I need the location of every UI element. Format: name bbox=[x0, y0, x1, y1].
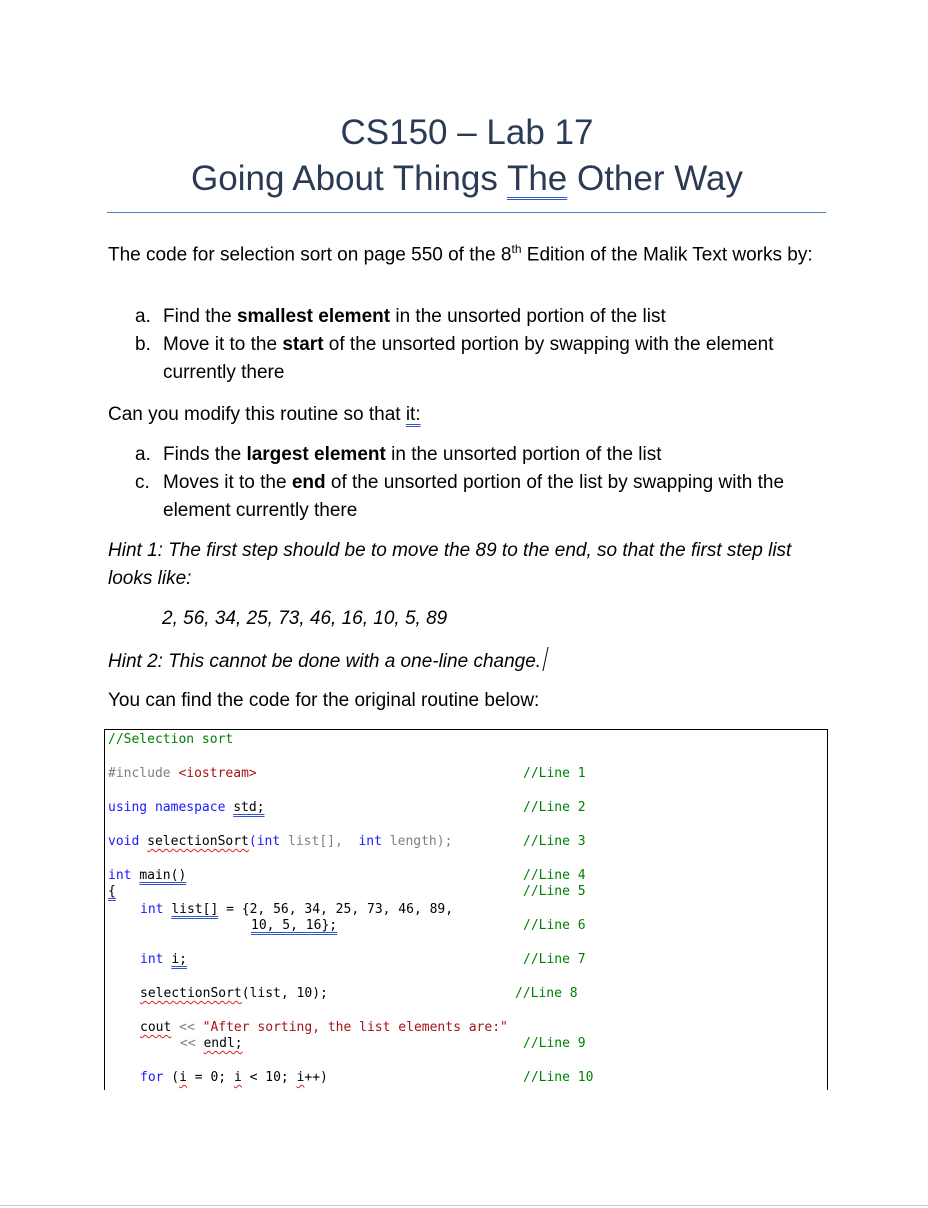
list-item-text bbox=[163, 303, 835, 331]
list-item bbox=[135, 469, 835, 525]
code-text: 10, 5, 16}; bbox=[251, 918, 338, 933]
title-line-2-start: Going About Things bbox=[191, 159, 507, 198]
line-comment bbox=[523, 1070, 593, 1086]
list-item-text bbox=[163, 331, 835, 387]
text-cursor[interactable] bbox=[543, 647, 549, 671]
code-comment: //Line 10 bbox=[523, 1070, 594, 1085]
line-comment bbox=[523, 868, 586, 884]
list-text-part: Finds the bbox=[163, 444, 247, 465]
code-comment: //Line 4 bbox=[523, 868, 586, 883]
code-line bbox=[180, 1036, 243, 1052]
list-marker: a. bbox=[135, 444, 151, 465]
code-param: length); bbox=[381, 834, 453, 849]
title-line-2-end: Other Way bbox=[567, 159, 743, 198]
question-text: Can you modify this routine so that bbox=[108, 404, 406, 425]
intro-paragraph bbox=[108, 235, 828, 269]
line-comment bbox=[523, 918, 586, 934]
code-keyword: int bbox=[140, 952, 164, 967]
code-line bbox=[140, 902, 453, 918]
line-comment bbox=[523, 766, 586, 782]
question-paragraph bbox=[108, 401, 828, 429]
code-comment: //Line 3 bbox=[523, 834, 586, 849]
code-preprocessor: #include bbox=[108, 766, 171, 781]
title-divider bbox=[107, 212, 826, 213]
code-line bbox=[140, 986, 328, 1002]
page-bottom-edge bbox=[0, 1205, 928, 1206]
list-bold-term: start bbox=[282, 334, 324, 355]
code-text: = {2, 56, 34, 25, 73, 46, 89, bbox=[218, 902, 454, 917]
code-line bbox=[108, 834, 452, 850]
sequence-example: 2, 56, 34, 25, 73, 46, 16, 10, 5, 89 bbox=[162, 608, 448, 629]
code-comment: //Line 9 bbox=[523, 1036, 586, 1051]
hint-1: Hint 1: The first step should be to move the 89 to the end, so that the first step list looks like: bbox=[108, 540, 792, 589]
hint-2-text: Hint 2: This cannot be done with a one-line change. bbox=[108, 651, 542, 672]
code-identifier: i bbox=[296, 1070, 305, 1085]
list-bold-term: largest element bbox=[246, 444, 386, 465]
list-item bbox=[135, 441, 835, 469]
line-comment bbox=[523, 834, 586, 850]
code-param: list[], bbox=[280, 834, 359, 849]
code-line bbox=[108, 884, 116, 900]
list-text-part: Move it to the bbox=[163, 334, 283, 355]
code-line bbox=[108, 800, 265, 816]
code-operator: << bbox=[171, 1020, 203, 1035]
code-identifier: endl; bbox=[203, 1036, 243, 1051]
list-bold-term: smallest element bbox=[236, 306, 391, 327]
list-marker: c. bbox=[135, 472, 150, 493]
code-line bbox=[140, 1020, 508, 1036]
intro-text-end: Edition of the Malik Text works by: bbox=[521, 244, 813, 266]
code-identifier: i bbox=[233, 1070, 242, 1085]
code-string: "After sorting, the list elements are:" bbox=[202, 1020, 508, 1035]
title-line-2 bbox=[108, 156, 826, 206]
code-line bbox=[108, 868, 186, 884]
list-item bbox=[135, 331, 835, 387]
list-text-part: of the unsorted portion by swapping with the element currently there bbox=[163, 334, 774, 383]
code-comment: //Line 2 bbox=[523, 800, 586, 815]
code-comment: //Line 5 bbox=[523, 884, 586, 899]
code-comment: //Selection sort bbox=[108, 732, 234, 747]
code-keyword: void bbox=[108, 834, 140, 849]
title-underlined-word: The bbox=[506, 159, 568, 198]
list-text-part: Find the bbox=[163, 306, 237, 327]
code-line bbox=[108, 732, 233, 748]
code-line bbox=[251, 918, 337, 934]
intro-superscript: th bbox=[511, 242, 522, 256]
code-string: <iostream> bbox=[178, 766, 257, 781]
code-identifier: main() bbox=[139, 868, 187, 883]
list-text-part: in the unsorted portion of the list bbox=[385, 444, 662, 465]
code-box bbox=[104, 729, 828, 1090]
code-keyword: int bbox=[108, 868, 132, 883]
line-comment bbox=[523, 800, 586, 816]
list-item-text bbox=[163, 441, 835, 469]
code-comment: //Line 1 bbox=[523, 766, 586, 781]
list-marker: a. bbox=[135, 306, 151, 327]
document-title bbox=[108, 110, 826, 206]
code-identifier: std; bbox=[233, 800, 265, 815]
list-item bbox=[135, 303, 835, 331]
line-comment bbox=[523, 884, 586, 900]
code-identifier: i; bbox=[171, 952, 187, 967]
list-text-part: Moves it to the bbox=[163, 472, 292, 493]
title-line-1: CS150 – Lab 17 bbox=[340, 113, 594, 152]
list-bold-term: end bbox=[291, 472, 326, 493]
code-keyword: int bbox=[358, 834, 382, 849]
code-text: = 0; bbox=[186, 1070, 234, 1085]
intro-text-start: The code for selection sort on page 550 of the 8 bbox=[108, 244, 512, 266]
code-identifier: i bbox=[179, 1070, 187, 1085]
code-comment: //Line 6 bbox=[523, 918, 586, 933]
code-identifier: list[] bbox=[171, 902, 219, 917]
code-brace: { bbox=[108, 884, 116, 899]
code-text: ( bbox=[163, 1070, 180, 1085]
code-keyword: int bbox=[140, 902, 164, 917]
hint-2 bbox=[108, 647, 828, 676]
line-comment bbox=[523, 952, 586, 968]
code-line bbox=[108, 766, 257, 782]
code-keyword: for bbox=[140, 1070, 164, 1085]
code-text: (list, 10); bbox=[241, 986, 328, 1001]
question-underlined: it: bbox=[405, 404, 421, 425]
code-keyword: using namespace bbox=[108, 800, 226, 815]
code-text: ++) bbox=[304, 1070, 328, 1085]
code-identifier: cout bbox=[140, 1020, 172, 1035]
code-comment: //Line 8 bbox=[515, 986, 578, 1001]
code-comment: //Line 7 bbox=[523, 952, 586, 967]
find-code-paragraph: You can find the code for the original routine below: bbox=[108, 690, 540, 711]
list-marker: b. bbox=[135, 334, 151, 355]
list-text-part: of the unsorted portion of the list by swapping with the element currently there bbox=[163, 472, 785, 521]
code-text: < 10; bbox=[241, 1070, 297, 1085]
code-identifier: selectionSort bbox=[140, 986, 242, 1001]
code-line bbox=[140, 952, 187, 968]
list-text-part: in the unsorted portion of the list bbox=[390, 306, 666, 327]
list-item-text bbox=[163, 469, 835, 525]
code-operator: << bbox=[180, 1036, 204, 1051]
line-comment bbox=[523, 1036, 586, 1052]
code-keyword: (int bbox=[248, 834, 281, 849]
line-comment bbox=[515, 986, 578, 1002]
code-line bbox=[140, 1070, 328, 1086]
code-identifier: selectionSort bbox=[147, 834, 249, 849]
